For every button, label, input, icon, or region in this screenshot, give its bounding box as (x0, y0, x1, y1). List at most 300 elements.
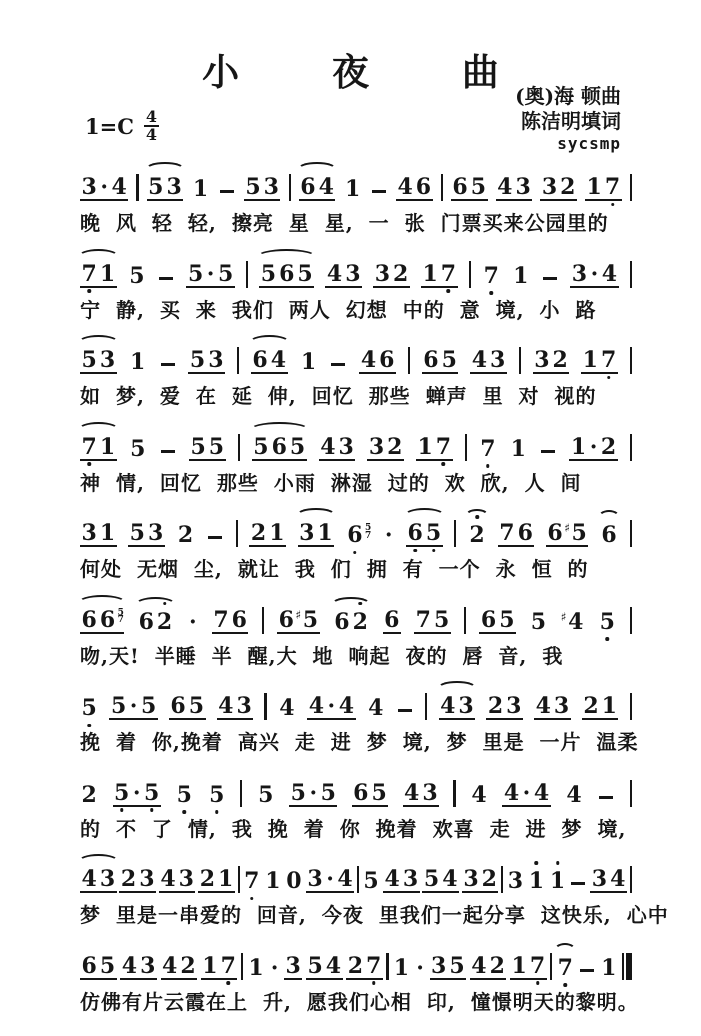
notation-line (80, 936, 632, 980)
note-group (113, 761, 161, 807)
note-group (157, 263, 175, 288)
note-digit: 5 (189, 347, 206, 373)
lyrics-line: 神 情, 回忆 那些 小雨 淋湿 过的 欢 欣, 人 间 (80, 470, 582, 495)
note-group (383, 503, 395, 547)
note-digit: 5 (499, 606, 515, 633)
note-digit: 3 (166, 174, 182, 200)
note-digit: 4 (121, 952, 138, 979)
note-group (169, 680, 206, 720)
note-group (299, 161, 336, 201)
note-digit: 4 (270, 347, 287, 373)
note-digit: 5 (140, 693, 157, 719)
duration-dash (220, 190, 234, 193)
note-group (80, 334, 117, 374)
note-group (80, 248, 117, 288)
augmentation-dot: · (522, 779, 531, 806)
note-group (373, 248, 410, 288)
note-digit: 3 (208, 347, 224, 373)
note-digit: 7 (81, 260, 97, 287)
note-group (396, 695, 414, 720)
note-digit: 4 (160, 866, 176, 892)
note-group (201, 940, 238, 980)
barline (453, 780, 455, 807)
note-digit: 1 (422, 260, 438, 287)
note-group (468, 509, 486, 547)
note-group (406, 507, 443, 547)
note-group (247, 942, 265, 980)
note-digit: 5 (188, 693, 205, 719)
note-digit: 3 (422, 779, 438, 806)
note-group (161, 940, 198, 980)
lyrics-line: 宁 静, 买 来 我们 两人 幻想 中的 意 境, 小 路 (80, 297, 597, 322)
note-digit: 7 (499, 520, 515, 546)
note-digit: 2 (180, 952, 196, 979)
note-group (546, 507, 588, 547)
barline (237, 347, 239, 374)
note-group (582, 680, 619, 720)
note-group (251, 334, 288, 374)
note-digit: 2 (177, 522, 194, 548)
augmentation-dot: · (270, 954, 279, 981)
note-digit: 4 (111, 174, 127, 200)
lyrics-line: 仿佛有片云霞在上 升, 愿我们心相 印, 憧憬明天的黎明。 (80, 989, 639, 1014)
final-barline (622, 953, 632, 980)
note-group (175, 769, 193, 807)
note-digit: 1 (510, 435, 526, 462)
note-digit: 6 (452, 174, 468, 200)
note-digit: 4 (308, 693, 325, 719)
note-digit: 4 (503, 779, 520, 806)
note-digit: 4 (404, 779, 420, 806)
note-digit: 1 (586, 174, 602, 200)
note-group (159, 853, 196, 893)
note-digit: 7 (600, 347, 617, 373)
barline (246, 261, 248, 288)
system (80, 503, 632, 590)
barline (357, 866, 359, 893)
note-digit: 6 (407, 520, 423, 546)
note-group (217, 680, 254, 720)
note-digit: 3 (431, 952, 447, 979)
note-group (189, 421, 226, 461)
note-digit: 3 (345, 260, 361, 287)
note-group (80, 682, 98, 720)
note-digit: 4 (397, 174, 413, 200)
duration-dash (331, 363, 345, 366)
augmentation-dot: · (416, 954, 424, 981)
barline (241, 953, 243, 980)
note-digit: 1 (549, 868, 566, 894)
note-digit: 6 (347, 522, 363, 548)
lyrics-line: 何处 无烟 尘, 就让 我 们 拥 有 一个 永 恒 的 (80, 557, 589, 581)
note-group (570, 242, 618, 288)
note-digit: 5 (425, 520, 442, 546)
note-digit: 6 (271, 433, 287, 460)
note-digit: 5 (599, 608, 615, 635)
note-digit: 4 (337, 866, 353, 892)
credits-block (515, 84, 621, 134)
lyrics-line: 梦 里是一串爱的 回音, 今夜 里我们一起分享 这快乐, 心中 (80, 903, 669, 927)
note-digit: 2 (469, 522, 485, 548)
note-digit: 3 (374, 260, 390, 287)
barline (136, 174, 138, 201)
note-digit: 3 (458, 693, 474, 719)
duration-dash (580, 969, 594, 972)
note-digit: 3 (368, 433, 385, 460)
note-digit: 4 (471, 347, 488, 373)
note-digit: 5 (148, 174, 164, 200)
note-digit: 5 (289, 433, 306, 460)
note-group (307, 674, 355, 720)
sharp-sign: ♯ (295, 607, 302, 622)
duration-dash (571, 882, 585, 885)
note-digit: 4 (162, 952, 178, 979)
note-digit: 4 (218, 693, 234, 719)
lyricist-credit: 陈洁明填词 (521, 109, 621, 133)
note-digit: 3 (263, 174, 279, 200)
note-group (299, 336, 317, 374)
note-digit: 7 (529, 952, 546, 979)
system (80, 330, 632, 417)
barline (630, 866, 632, 893)
note-group (414, 594, 451, 634)
note-digit: 1 (393, 954, 410, 981)
note-digit: 6 (480, 606, 497, 633)
note-digit: 6 (300, 174, 316, 200)
note-group (533, 334, 570, 374)
augmentation-dot: · (100, 174, 108, 200)
duration-dash (398, 709, 412, 712)
note-digit: 1 (300, 349, 317, 375)
note-digit: 1 (417, 433, 433, 460)
note-digit: 5 (423, 866, 440, 892)
note-group (128, 336, 146, 374)
note-group (502, 761, 550, 807)
barline (454, 520, 456, 547)
note-digit: 2 (481, 866, 497, 892)
note-digit: 5 (290, 779, 306, 806)
note-digit: 3 (507, 868, 524, 894)
note-group (186, 242, 234, 288)
note-digit: 6 (334, 608, 350, 635)
note-digit: 4 (318, 174, 334, 200)
note-group (137, 596, 174, 634)
note-group (289, 761, 337, 807)
barline (441, 174, 443, 201)
note-group (561, 596, 585, 634)
augmentation-dot: · (384, 522, 393, 548)
note-digit: 2 (250, 520, 267, 546)
note-group (529, 596, 547, 634)
note-group (319, 421, 356, 461)
barline (236, 520, 238, 547)
augmentation-dot: · (327, 693, 336, 719)
note-digit: 4 (279, 695, 295, 721)
note-group (479, 594, 516, 634)
grace-notes (117, 607, 124, 625)
note-digit: 4 (368, 695, 384, 721)
note-digit: 3 (506, 693, 522, 719)
note-group (479, 423, 497, 461)
note-digit: 3 (99, 866, 116, 892)
note-digit: 4 (442, 866, 458, 892)
note-group (392, 942, 410, 980)
note-group (598, 596, 616, 634)
note-digit: 5 (253, 433, 269, 460)
note-digit: 1 (218, 866, 234, 892)
note-group (198, 853, 235, 893)
note-group (367, 421, 404, 461)
note-digit: 4 (535, 693, 551, 719)
note-group (556, 942, 574, 980)
system (80, 244, 632, 331)
barline (519, 347, 521, 374)
barline (289, 174, 291, 201)
note-group (109, 674, 157, 720)
note-digit: 3 (139, 866, 155, 892)
note-digit: 6 (353, 779, 369, 806)
note-digit: 1 (202, 952, 218, 979)
note-digit: 6 (547, 520, 563, 546)
note-group (527, 855, 545, 893)
note-group (129, 423, 147, 461)
note-digit: 2 (560, 174, 576, 200)
note-digit: 1 (265, 868, 281, 894)
note-digit: 1 (570, 433, 587, 460)
note-group (367, 682, 385, 720)
note-group (362, 855, 380, 893)
grace-notes (365, 525, 371, 540)
note-group (506, 855, 524, 893)
lyrics-line: 如 梦, 爱 在 延 伸, 回忆 那些 蝉声 里 对 视的 (80, 384, 597, 408)
duration-dash (159, 277, 173, 280)
notation-line (80, 330, 632, 374)
barline (238, 434, 240, 461)
note-digit: 1 (99, 520, 116, 546)
note-digit: 3 (147, 520, 164, 546)
note-group (244, 161, 281, 201)
barline (386, 953, 388, 980)
barline (240, 780, 242, 807)
note-group (269, 936, 281, 980)
note-digit: 7 (244, 868, 260, 894)
note-group (383, 853, 420, 893)
barline (501, 866, 503, 893)
barline (630, 693, 632, 720)
note-digit: 1 (344, 176, 361, 202)
note-digit: 7 (557, 954, 573, 981)
barline (408, 347, 410, 374)
note-group (80, 421, 117, 461)
note-group (470, 769, 488, 807)
note-digit: 5 (209, 781, 225, 808)
note-group (333, 596, 370, 634)
note-digit: 5 (187, 260, 204, 287)
lyrics-line: 吻,天! 半睡 半 醒,大 地 响起 夜的 唇 音, 我 (80, 643, 564, 668)
barline (464, 607, 466, 634)
note-group (359, 334, 396, 374)
note-digit: 1 (99, 260, 116, 287)
note-group (285, 855, 303, 893)
note-digit: 5 (99, 952, 116, 979)
note-digit: 5 (129, 262, 145, 289)
note-group (540, 161, 577, 201)
note-digit: 4 (610, 866, 626, 892)
note-group (414, 936, 426, 980)
note-digit: 1 (317, 520, 333, 546)
note-group (206, 522, 224, 547)
system (80, 590, 632, 677)
duration-dash (543, 277, 557, 280)
barline (264, 693, 266, 720)
grace-digit: 5 (117, 607, 124, 618)
barline (238, 866, 240, 893)
note-digit: 1 (582, 347, 598, 373)
note-digit: 3 (299, 520, 315, 546)
barline (630, 174, 632, 201)
note-digit: 5 (363, 868, 379, 894)
watermark-text: sycsmp (557, 134, 621, 153)
note-group (600, 509, 618, 547)
note-digit: 2 (352, 608, 368, 635)
note-digit: 2 (552, 347, 568, 373)
note-digit: 0 (286, 868, 302, 894)
note-group (346, 940, 383, 980)
note-digit: 6 (415, 174, 432, 200)
note-digit: 2 (487, 693, 504, 719)
note-digit: 4 (533, 779, 550, 806)
notation-line (80, 676, 632, 720)
lyrics-line: 的 不 了 情, 我 挽 着 你 挽着 欢喜 走 进 梦 境, (80, 816, 627, 841)
note-group (159, 349, 177, 374)
note-digit: 1 (192, 176, 209, 202)
note-digit: 2 (393, 260, 409, 287)
note-digit: 5 (129, 520, 145, 546)
lyrics-line: 挽 着 你,挽着 高兴 走 进 梦 境, 梦 里是 一片 温柔 (80, 730, 639, 754)
note-digit: 2 (199, 866, 216, 892)
note-digit: 3 (541, 174, 558, 200)
note-digit: 7 (440, 260, 457, 287)
note-group (298, 507, 335, 547)
note-digit: 7 (366, 952, 382, 979)
note-digit: 3 (571, 260, 588, 287)
note-group (325, 248, 362, 288)
note-group (259, 248, 314, 288)
note-digit: 3 (553, 693, 570, 719)
note-digit: 5 (217, 260, 234, 287)
meter-denominator: 4 (145, 125, 158, 144)
note-group (277, 594, 319, 634)
note-digit: 1 (511, 952, 527, 979)
note-group (188, 334, 225, 374)
time-signature (144, 107, 159, 144)
system (80, 763, 632, 850)
note-group (539, 436, 557, 461)
sharp-sign: ♯ (564, 521, 571, 535)
augmentation-dot: · (309, 779, 318, 806)
note-digit: 5 (320, 779, 336, 806)
note-group (128, 250, 146, 288)
barline (630, 520, 632, 547)
note-group (147, 161, 184, 201)
note-digit: 3 (591, 866, 608, 892)
note-digit: 5 (190, 433, 206, 460)
note-group (422, 334, 459, 374)
note-digit: 5 (81, 695, 97, 721)
note-group (80, 853, 117, 893)
note-group (257, 769, 275, 807)
augmentation-dot: · (590, 260, 599, 287)
note-digit: 3 (81, 520, 97, 546)
note-digit: 7 (480, 435, 496, 462)
system (80, 849, 669, 936)
barline (465, 434, 467, 461)
duration-dash (161, 363, 175, 366)
note-digit: 3 (534, 347, 550, 373)
note-group (352, 767, 389, 807)
note-digit: 6 (138, 608, 154, 635)
note-group (470, 940, 507, 980)
key-prefix: 1=C (85, 113, 134, 139)
note-digit: 1 (601, 693, 617, 719)
note-digit: 5 (470, 174, 487, 200)
note-group (284, 940, 302, 980)
note-group (422, 853, 459, 893)
system (80, 157, 632, 244)
grace-digit: 7 (365, 530, 372, 541)
key-signature (85, 107, 159, 144)
note-group (416, 421, 453, 461)
note-digit: 2 (600, 433, 617, 460)
note-digit: 1 (248, 954, 264, 981)
note-digit: 5 (208, 433, 225, 460)
note-digit: 1 (513, 262, 529, 289)
note-group (159, 436, 177, 461)
note-digit: 7 (213, 606, 229, 633)
note-digit: 2 (347, 952, 364, 979)
notation-line (80, 157, 632, 201)
note-digit: 2 (81, 781, 97, 808)
note-group (243, 855, 261, 893)
note-group (191, 163, 209, 201)
note-digit: 3 (99, 347, 116, 373)
composer-credit: (奥)海 顿曲 (515, 84, 621, 108)
note-digit: 4 (326, 260, 343, 287)
note-group (581, 334, 618, 374)
note-digit: 3 (81, 174, 97, 200)
note-digit: 7 (81, 433, 97, 460)
notation-line (80, 590, 632, 634)
note-digit: 3 (236, 693, 252, 719)
note-digit: 4 (325, 952, 342, 979)
barline (630, 261, 632, 288)
note-group (541, 263, 559, 288)
note-digit: 3 (338, 433, 354, 460)
note-digit: 6 (601, 522, 617, 548)
note-group (510, 940, 547, 980)
note-group (569, 868, 587, 893)
note-group (509, 423, 527, 461)
duration-dash (161, 450, 175, 453)
barline (469, 261, 471, 288)
note-group (80, 507, 117, 547)
note-digit: 5 (307, 952, 323, 979)
augmentation-dot: · (132, 779, 141, 806)
augmentation-dot: · (188, 608, 197, 635)
note-group (403, 767, 440, 807)
note-group (548, 855, 566, 893)
note-digit: 4 (497, 174, 513, 200)
